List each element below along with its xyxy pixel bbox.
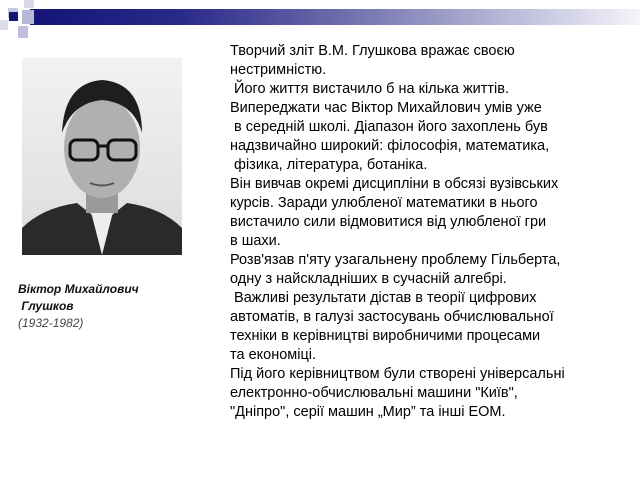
text-line: Під його керівництвом були створені універсальні xyxy=(230,366,565,382)
biography-text xyxy=(230,42,630,422)
text-line: Його життя вистачило б на кілька життів. xyxy=(230,81,509,97)
text-line: Випереджати час Віктор Михайлович умів уже xyxy=(230,100,542,116)
text-line: курсів. Заради улюбленої математики в нього xyxy=(230,195,538,211)
text-line: та економіці. xyxy=(230,347,317,363)
decor-square xyxy=(9,12,18,21)
decor-square xyxy=(24,0,34,8)
text-line: фізика, література, ботаніка. xyxy=(230,157,428,173)
decor-square xyxy=(22,10,34,24)
text-line: нестримністю. xyxy=(230,62,327,78)
text-line: в шахи. xyxy=(230,233,281,249)
portrait-photo xyxy=(22,58,182,255)
text-line: надзвичайно широкий: філософія, математика, xyxy=(230,138,550,154)
person-years: (1932-1982) xyxy=(18,316,84,330)
text-line: Творчий зліт В.М. Глушкова вражає своєю xyxy=(230,43,515,59)
person-name-line1: Віктор Михайлович xyxy=(18,282,139,296)
decor-square xyxy=(18,26,28,38)
text-line: одну з найскладніших в сучасній алгебрі. xyxy=(230,271,507,287)
text-line: Важливі результати дістав в теорії цифрових xyxy=(230,290,537,306)
portrait-caption xyxy=(18,281,139,332)
text-line: вистачило сили відмовитися від улюбленої гри xyxy=(230,214,547,230)
text-line: Він вивчав окремі дисципліни в обсязі вузівських xyxy=(230,176,559,192)
text-line: електронно-обчислювальні машини "Київ", xyxy=(230,385,518,401)
header-gradient-bar xyxy=(30,9,640,25)
text-line: в середній школі. Діапазон його захоплень був xyxy=(230,119,548,135)
text-line: Розв'язав п'яту узагальнену проблему Гільберта, xyxy=(230,252,561,268)
decor-square xyxy=(0,20,8,30)
text-line: "Дніпро", серії машин „Мир” та інші ЕОМ. xyxy=(230,404,506,420)
text-line: техніки в керівництві виробничими процесами xyxy=(230,328,541,344)
text-line: автоматів, в галузі застосувань обчислювальної xyxy=(230,309,554,325)
person-name-line2: Глушков xyxy=(18,299,74,313)
